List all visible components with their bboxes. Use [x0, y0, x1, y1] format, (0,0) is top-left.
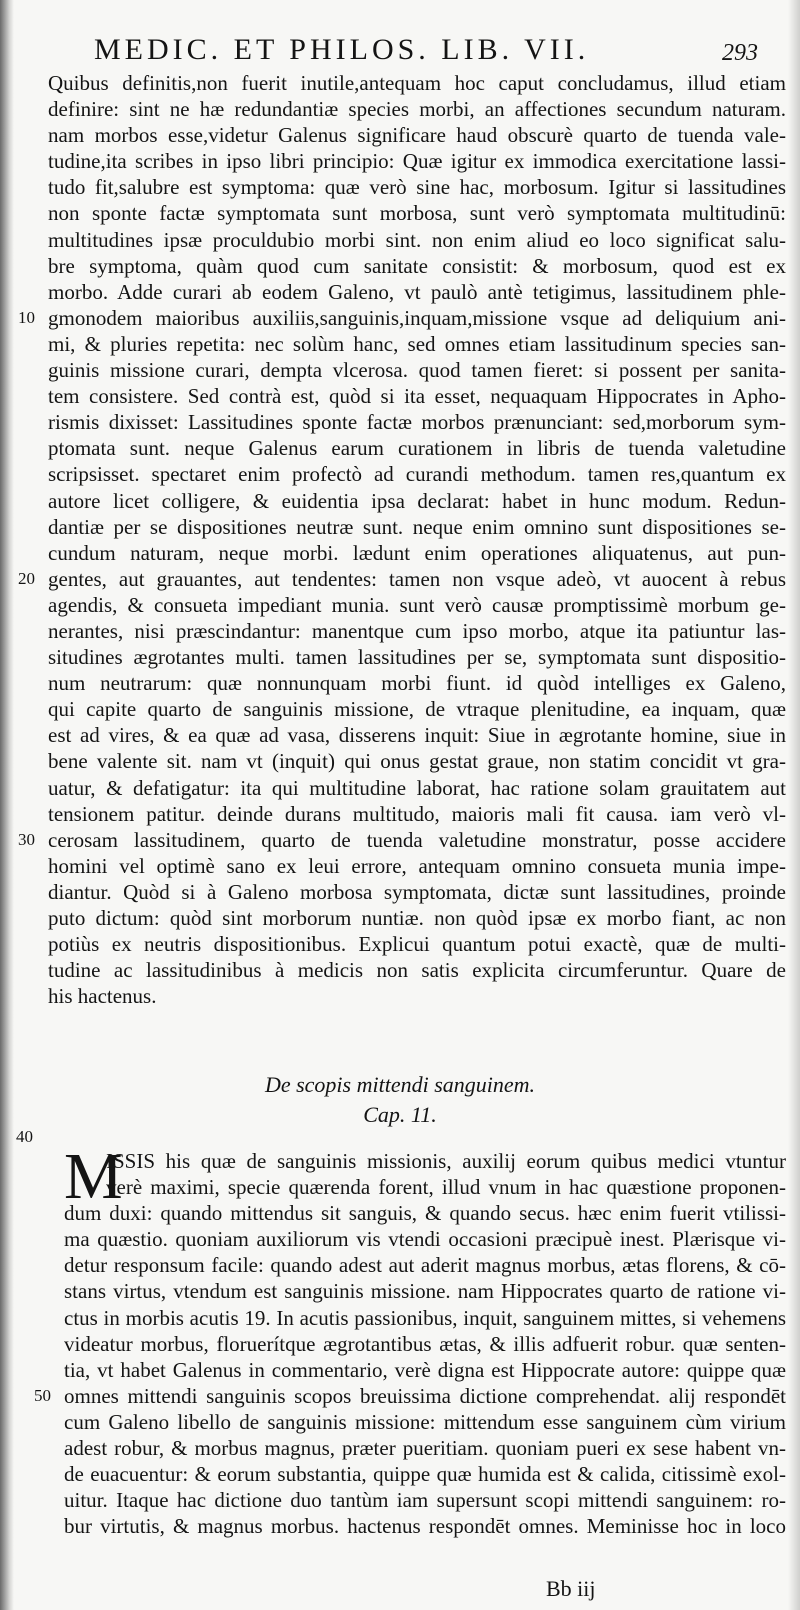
line-text: ptomata sunt. neque Galenus earum curationem in libris de tuenda valetudine	[48, 436, 786, 461]
line-text: tudine,ita scribes in ipso libri principio: Quæ igitur ex immodica exercitatione lassi-	[48, 149, 786, 174]
text-line	[64, 1226, 786, 1252]
line-text: tudine ac lassitudinibus à medicis non satis explicita circumferuntur. Quare de	[48, 958, 786, 983]
line-text: bene valente sit. nam vt (inquit) qui onus gestat graue, non statim concidit vt gra-	[48, 749, 786, 774]
text-line	[34, 1383, 786, 1409]
line-text: detur responsum facile: quando adest aut aderit magnus morbus, ætas florens, & cō-	[64, 1253, 786, 1278]
line-text: est ad vires, & ea quæ ad vasa, disserens inquit: Siue in ægrotante homine, siue in	[48, 723, 786, 748]
line-text: nerantes, nisi præscindantur: manentque cum ipso morbo, atque ita patiuntur las-	[48, 618, 786, 643]
text-line	[48, 96, 786, 122]
line-text: omnes mittendi sanguinis scopos breuissima dictione comprehendat. alij respondēt	[64, 1383, 786, 1408]
text-line	[48, 514, 786, 540]
line-text: num neutrarum: quæ nonnunquam morbi fiunt. id quòd intelliges ex Galeno,	[48, 671, 786, 696]
line-number: 30	[18, 829, 35, 849]
line-text: guinis missione curari, dempta vlcerosa. quod tamen fieret: si possent per sanita-	[48, 358, 786, 383]
line-text: de euacuentur: & eorum substantia, quippe quæ humida est & calida, citissimè exol-	[64, 1462, 786, 1487]
text-line	[64, 1487, 786, 1513]
text-line	[48, 383, 786, 409]
line-text: cundum naturam, neque morbi. lædunt enim operationes aliquatenus, aut pun-	[48, 540, 786, 565]
running-head	[94, 30, 758, 70]
text-line	[48, 357, 786, 383]
text-line	[48, 148, 786, 174]
text-line	[48, 488, 786, 514]
text-line	[48, 122, 786, 148]
signature-mark: Bb iij	[546, 1576, 596, 1601]
line-text: situdines ægrotantes multi. tamen lassitudines per se, symptomata sunt dispositio-	[48, 645, 786, 670]
text-line	[64, 1148, 786, 1174]
line-text: tia, vt habet Galenus in commentario, verè digna est Hippocrate autore: quippe quæ	[64, 1357, 786, 1382]
line-text: autore licet colligere, & euidentia ipsa declarat: habet in hunc modum. Redun-	[48, 488, 786, 513]
line-text: uatur, & defatigatur: ita qui multitudine laborat, hac ratione solam grauitatem aut	[48, 775, 786, 800]
line-number: 40	[16, 1127, 33, 1146]
line-text: ctus in morbis acutis 19. In acutis passionibus, inquit, sanguinem mittes, si vehemens	[64, 1305, 786, 1330]
text-line	[48, 331, 786, 357]
page-number: 293	[722, 40, 758, 66]
text-line	[64, 1461, 786, 1487]
text-line	[48, 435, 786, 461]
line-text: his hactenus.	[48, 984, 157, 1009]
line-text: dantiæ per se dispositiones neutræ sunt. neque enim omnino sunt dispositiones se-	[48, 514, 786, 539]
text-line	[48, 696, 786, 722]
line-text: diantur. Quòd si à Galeno morbosa symptomata, dictæ sunt lassitudines, proinde	[48, 879, 786, 904]
text-line	[64, 1252, 786, 1278]
main-text-block	[18, 70, 786, 1009]
line-text: stans virtus, vtendum est sanguinis missione. nam Hippocrates quarto de ratione vi-	[64, 1279, 786, 1304]
text-line	[18, 566, 786, 592]
text-line	[48, 879, 786, 905]
text-line	[64, 1513, 786, 1539]
text-line	[48, 200, 786, 226]
text-line	[48, 801, 786, 827]
chapter-text-block	[34, 1140, 786, 1539]
line-text: adest robur, & morbus magnus, præter pueritiam. quoniam pueri ex sese habent vn-	[64, 1436, 786, 1461]
line-text: rismis dixisset: Lassitudines sponte factæ morbos prænunciant: sed,morborum sym-	[48, 410, 786, 435]
text-line	[48, 905, 786, 931]
line-number: 50	[34, 1385, 51, 1405]
text-line	[48, 931, 786, 957]
line-text: gmonodem maioribus auxiliis,sanguinis,inquam,missione vsque ad deliquium ani-	[48, 305, 786, 330]
text-line	[64, 1435, 786, 1461]
line-text: verè maximi, specie quærenda forent, illud vnum in hac quæstione proponen-	[106, 1175, 786, 1200]
line-text: morbo. Adde curari ab eodem Galeno, vt paulò antè tetigimus, lassitudinem phle-	[48, 279, 786, 304]
text-line	[18, 827, 786, 853]
line-text: potiùs ex neutris dispositionibus. Explicui quantum potui exactè, quæ de multi-	[48, 932, 786, 957]
line-number: 10	[18, 307, 35, 327]
text-line	[64, 1409, 786, 1435]
text-line	[64, 1305, 786, 1331]
text-line	[48, 227, 786, 253]
line-text: videatur morbus, floruerítque ægrotantibus ætas, & illis adfuerit robur. quæ senten-	[64, 1331, 786, 1356]
text-line	[48, 174, 786, 200]
line-text: scripsisset. spectaret enim profectò ad curandi methodum. tamen res,quantum ex	[48, 462, 786, 487]
drop-cap: M	[64, 1140, 123, 1213]
text-line	[48, 618, 786, 644]
line-text: non sponte factæ symptomata sunt morbosa, sunt verò symptomata multitudinū:	[48, 201, 786, 226]
line-text: ISSIS his quæ de sanguinis missionis, auxilij eorum quibus medici vtuntur	[106, 1149, 786, 1173]
line-text: cum Galeno libello de sanguinis missione: mittendum esse sanguinem cùm virium	[64, 1409, 786, 1434]
line-text: bur virtutis, & magnus morbus. hactenus respondēt omnes. Meminisse hoc in loco	[64, 1514, 786, 1539]
chapter-heading	[0, 1070, 800, 1130]
text-line	[64, 1331, 786, 1357]
line-text: nam morbos esse,videtur Galenus significare haud obscurè quarto de tuenda vale-	[48, 123, 786, 148]
text-line	[48, 253, 786, 279]
line-text: Quibus definitis,non fuerit inutile,antequam hoc caput concludamus, illud etiam	[48, 71, 786, 95]
text-line	[64, 1174, 786, 1200]
chapter-title: De scopis mittendi sanguinem.	[264, 1072, 536, 1097]
line-text: definire: sint ne hæ redundantiæ species morbi, an affectiones secundum naturam.	[48, 97, 786, 122]
text-line	[64, 1357, 786, 1383]
text-line	[48, 775, 786, 801]
text-line	[48, 592, 786, 618]
line-text: ma quæstio. quoniam auxiliorum vis vtendi occasioni præcipuè inest. Plærisque vi-	[64, 1227, 786, 1252]
line-text: tensionem patitur. deinde durans multitudo, maioris mali fit causa. iam verò vl-	[48, 801, 786, 826]
text-line	[48, 748, 786, 774]
line-text: agendis, & consueta impediant munia. sunt verò causæ promptissimè morbum ge-	[48, 592, 786, 617]
text-line	[64, 1278, 786, 1304]
text-line	[48, 644, 786, 670]
text-line	[64, 1200, 786, 1226]
text-line	[48, 70, 786, 96]
line-text: gentes, aut grauantes, aut tendentes: tamen non vsque adeò, vt auocent à rebus	[48, 566, 786, 591]
text-line	[48, 279, 786, 305]
text-line	[48, 722, 786, 748]
line-text: tem consistere. Sed contrà est, quòd si ita esset, nequaquam Hippocrates in Apho-	[48, 384, 786, 409]
text-line	[48, 957, 786, 983]
line-text: cerosam lassitudinem, quarto de tuenda valetudine monstratur, posse accidere	[48, 827, 786, 852]
line-text: multitudines ipsæ proculdubio morbi sint. non enim aliud eo loco significat salu-	[48, 227, 786, 252]
text-line	[48, 540, 786, 566]
line-text: qui capite quarto de sanguinis missione, de vtraque plenitudine, ea inquam, quæ	[48, 697, 786, 722]
line-text: homini vel optimè sano ex leui errore, antequam omnino consueta munia impe-	[48, 853, 786, 878]
line-text: tudo fit,salubre est symptoma: quæ verò sine hac, morbosum. Igitur si lassitudines	[48, 175, 786, 200]
line-text: mi, & pluries repetita: nec solùm hanc, sed omnes etiam lassitudinum species san-	[48, 331, 786, 356]
text-line	[48, 670, 786, 696]
text-line	[48, 461, 786, 487]
line-text: bre symptoma, quàm quod cum sanitate consistit: & morbosum, quod est ex	[48, 253, 786, 278]
text-line	[18, 305, 786, 331]
text-line	[48, 853, 786, 879]
running-title: MEDIC. ET PHILOS. LIB. VII.	[94, 33, 590, 66]
text-line	[48, 409, 786, 435]
text-line	[48, 983, 786, 1009]
line-text: dum duxi: quando mittendus sit sanguis, & quando secus. hæc enim fuerit vtilissi-	[64, 1201, 786, 1226]
line-text: uitur. Itaque hac dictione duo tantùm iam supersunt scopi mittendi sanguinem: ro-	[64, 1488, 786, 1513]
line-text: puto dictum: quòd sint morborum nuntiæ. non quòd ipsæ ex morbo fiant, ac non	[48, 906, 786, 930]
chapter-number: Cap. 11.	[363, 1102, 437, 1127]
line-number: 20	[18, 568, 35, 588]
